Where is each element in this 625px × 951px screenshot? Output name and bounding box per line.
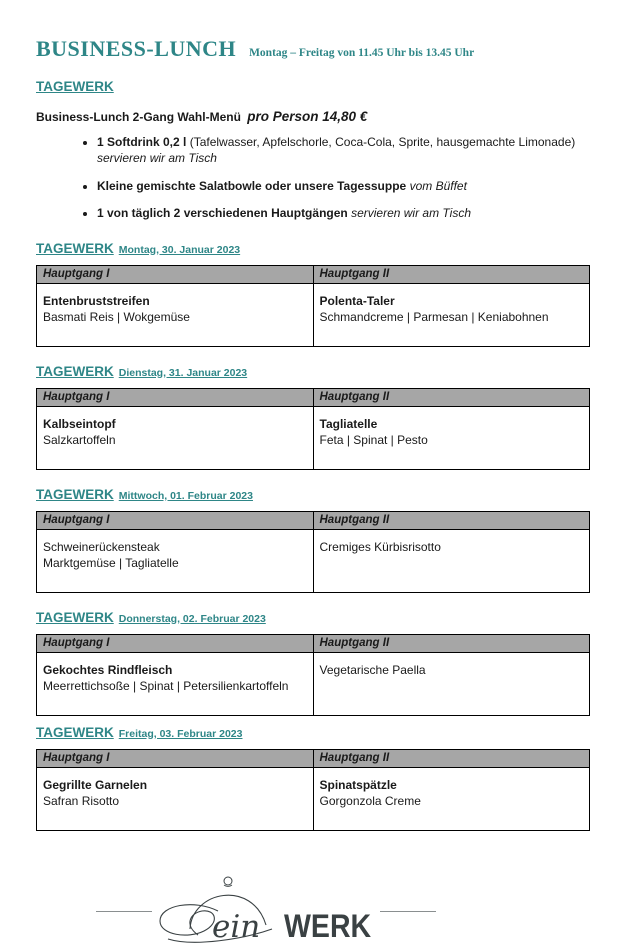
- table-row: [37, 652, 590, 715]
- day-heading: [36, 363, 590, 381]
- day-heading: [36, 486, 590, 504]
- document-title: BUSINESS-LUNCH: [36, 36, 237, 61]
- footer-rule-right: [380, 911, 436, 912]
- day-heading: [36, 240, 590, 258]
- column-header-hauptgang-2: Hauptgang II: [313, 511, 590, 529]
- day-heading: [36, 609, 590, 627]
- bullet-salad-note: vom Büffet: [409, 178, 467, 193]
- dish-name: Schweinerückensteak: [43, 539, 160, 554]
- day-section-tuesday: [36, 363, 590, 470]
- dish-cell: [37, 652, 314, 715]
- day-date: Donnerstag, 02. Februar 2023: [118, 612, 266, 625]
- dish-sides: Gorgonzola Creme: [319, 794, 421, 809]
- cloche-icon: [154, 873, 296, 951]
- dish-cell: [313, 652, 590, 715]
- day-date: Freitag, 03. Februar 2023: [118, 727, 243, 740]
- column-header-hauptgang-2: Hauptgang II: [313, 749, 590, 767]
- menu-table: [36, 511, 590, 593]
- page-title: [36, 28, 590, 63]
- table-row: [37, 767, 590, 830]
- column-header-hauptgang-1: Hauptgang I: [37, 265, 314, 283]
- dish-cell: [37, 529, 314, 592]
- dish-sides: Meerrettichsoße | Spinat | Petersilienkartoffeln: [43, 679, 289, 694]
- menu-table: [36, 388, 590, 470]
- feinwerk-logo: [154, 873, 379, 951]
- day-section-friday: [36, 724, 590, 831]
- dish-cell: [313, 283, 590, 346]
- dish-name: Vegetarische Paella: [319, 662, 426, 677]
- column-header-hauptgang-2: Hauptgang II: [313, 634, 590, 652]
- bullet-softdrink-note: servieren wir am Tisch: [97, 151, 217, 166]
- menu-table: [36, 749, 590, 831]
- bullet-salad: [97, 178, 590, 194]
- logo-script-text: ein: [211, 908, 260, 945]
- column-header-hauptgang-1: Hauptgang I: [37, 388, 314, 406]
- dish-cell: [37, 283, 314, 346]
- logo-word: WERK: [283, 907, 371, 945]
- menu-bullet-list: [36, 134, 590, 221]
- dish-sides: Safran Risotto: [43, 794, 120, 809]
- dish-sides: Basmati Reis | Wokgemüse: [43, 310, 190, 325]
- menu-price: pro Person 14,80 €: [247, 109, 368, 125]
- dish-name: Entenbruststreifen: [43, 293, 150, 308]
- dish-sides: Salzkartoffeln: [43, 433, 116, 448]
- dish-name: Polenta-Taler: [319, 293, 395, 308]
- bullet-softdrink-options: (Tafelwasser, Apfelschorle, Coca-Cola, Sprite, hausgemachte Limonade): [189, 135, 576, 150]
- menu-summary-text: Business-Lunch 2-Gang Wahl-Menü: [36, 110, 241, 125]
- dish-sides: Schmandcreme | Parmesan | Keniabohnen: [319, 310, 549, 325]
- dish-cell: [37, 767, 314, 830]
- tagewerk-label: TAGEWERK: [36, 724, 114, 740]
- tagewerk-label: TAGEWERK: [36, 363, 114, 379]
- footer-rule-left: [96, 911, 152, 912]
- dish-name: Tagliatelle: [319, 416, 378, 431]
- dish-name: Gegrillte Garnelen: [43, 777, 148, 792]
- dish-cell: [313, 767, 590, 830]
- tagewerk-label: TAGEWERK: [36, 79, 114, 95]
- bullet-softdrink-bold: 1 Softdrink 0,2 l: [97, 135, 187, 150]
- day-section-thursday: [36, 609, 590, 716]
- menu-summary-line: [36, 109, 590, 124]
- document-subtitle: Montag – Freitag von 11.45 Uhr bis 13.45 Uhr: [249, 47, 475, 59]
- day-date: Dienstag, 31. Januar 2023: [118, 366, 248, 379]
- day-section-wednesday: [36, 486, 590, 593]
- bullet-softdrink: [97, 134, 590, 166]
- tagewerk-main-heading: [36, 78, 590, 96]
- dish-cell: [37, 406, 314, 469]
- dish-name: Cremiges Kürbisrisotto: [319, 539, 441, 554]
- dish-cell: [313, 406, 590, 469]
- dish-name: Gekochtes Rindfleisch: [43, 662, 173, 677]
- footer: [0, 873, 543, 951]
- tagewerk-label: TAGEWERK: [36, 609, 114, 625]
- menu-table: [36, 265, 590, 347]
- column-header-hauptgang-1: Hauptgang I: [37, 511, 314, 529]
- dish-sides: Feta | Spinat | Pesto: [319, 433, 428, 448]
- bullet-maincourse-note: servieren wir am Tisch: [351, 205, 471, 220]
- dish-name: Kalbseintopf: [43, 416, 116, 431]
- day-heading: [36, 724, 590, 742]
- bullet-maincourse: [97, 205, 590, 221]
- table-row: [37, 406, 590, 469]
- dish-name: Spinatspätzle: [319, 777, 397, 792]
- column-header-hauptgang-1: Hauptgang I: [37, 749, 314, 767]
- menu-table: [36, 634, 590, 716]
- table-row: [37, 283, 590, 346]
- column-header-hauptgang-2: Hauptgang II: [313, 265, 590, 283]
- dish-cell: [313, 529, 590, 592]
- tagewerk-label: TAGEWERK: [36, 240, 114, 256]
- day-date: Mittwoch, 01. Februar 2023: [118, 489, 253, 502]
- bullet-maincourse-bold: 1 von täglich 2 verschiedenen Hauptgängen: [97, 205, 348, 220]
- day-section-monday: [36, 240, 590, 347]
- bullet-salad-bold: Kleine gemischte Salatbowle oder unsere Tagessuppe: [97, 178, 407, 193]
- column-header-hauptgang-2: Hauptgang II: [313, 388, 590, 406]
- day-date: Montag, 30. Januar 2023: [118, 243, 241, 256]
- table-row: [37, 529, 590, 592]
- column-header-hauptgang-1: Hauptgang I: [37, 634, 314, 652]
- dish-sides: Marktgemüse | Tagliatelle: [43, 556, 179, 571]
- tagewerk-label: TAGEWERK: [36, 486, 114, 502]
